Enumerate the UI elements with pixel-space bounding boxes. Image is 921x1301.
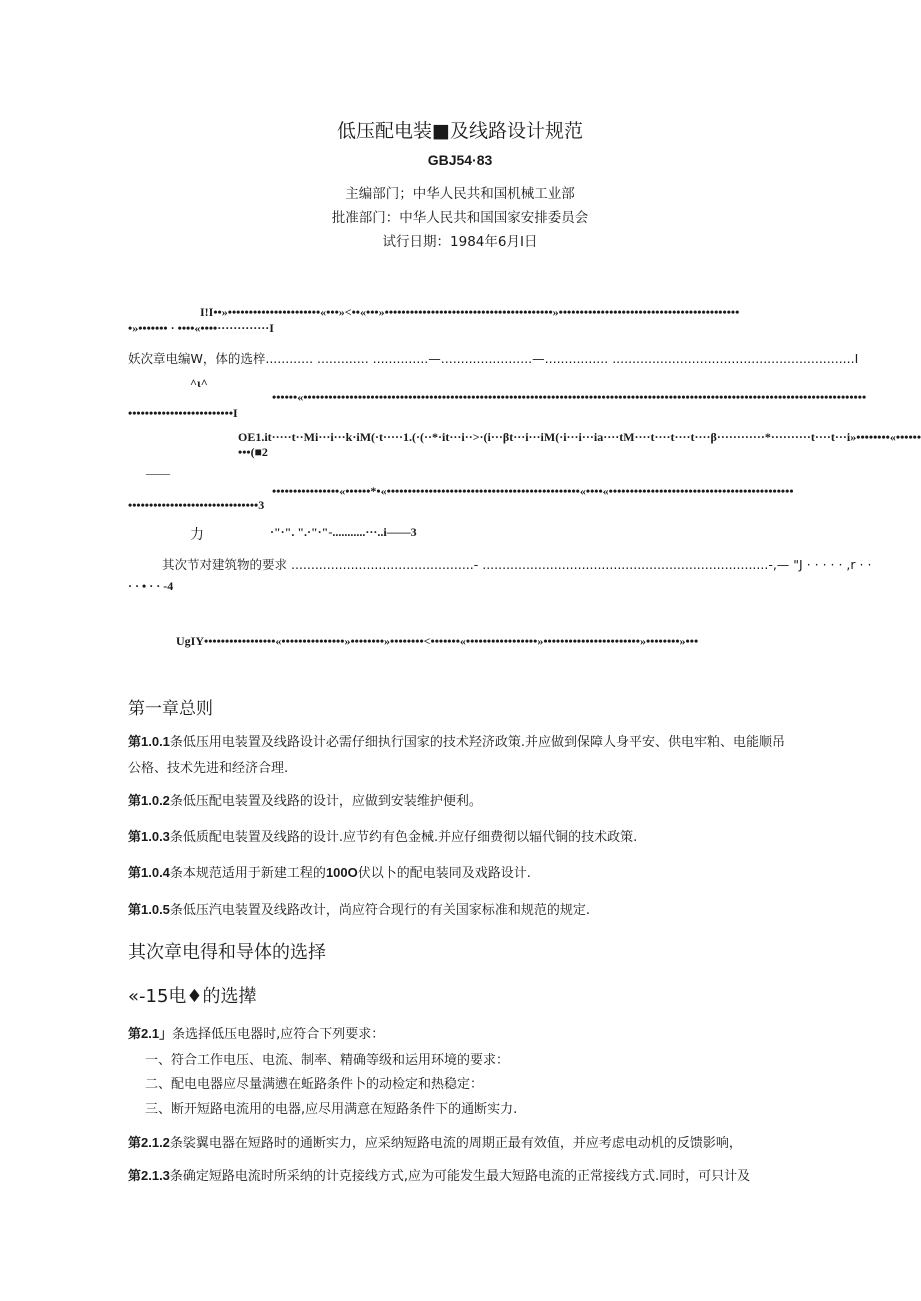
- article-2-1-1: [128, 1021, 798, 1048]
- article-number: 第1.0.5: [128, 902, 170, 917]
- article-text: 条低压配电装置及线路的设计，应做到安装维护便利。: [169, 794, 482, 809]
- toc-line: •••••••••••••••••••••••••••••••3: [128, 498, 265, 512]
- article-number: 第2.1.2: [128, 1135, 170, 1150]
- article-text: 条确定短路电流时所采纳的计克接线方式,应为可能发生最大短路电流的正常接线方式.同时，可只计及: [169, 1169, 751, 1184]
- article-1-0-4: [128, 860, 798, 887]
- toc-line: ••••••••••••••••«••••••*•«••••••••••••••••••••••••••••••••••••••••••••••«••••«••••••••••••••••••••••••••••••••••••••••••••: [272, 484, 794, 498]
- toc-line: ^ι^: [190, 376, 208, 390]
- list-item: 二、配电电器应尽量满懑在蚯路条件卜的动检定和热稳定：: [145, 1077, 484, 1092]
- article-2-1-2: [128, 1130, 798, 1157]
- list-item: 三、断开短路电流用的电器,应尽用满意在短路条件下的通断实力.: [145, 1102, 518, 1117]
- article-text: 条低质配电装置及线路的设计.应节约有色金械.并应仔细费彻以辐代铜的技术政策.: [169, 830, 638, 845]
- chapter-2-heading: 其次章电得和导体的选择: [128, 942, 326, 963]
- toc-line: 妖次章电编W，体的选梓............ ............. ..............—.......................—................ .............................................................I: [128, 351, 859, 366]
- article-1-0-5: [128, 897, 798, 924]
- toc-line: 力: [190, 527, 204, 543]
- article-text: 条本规范适用于新建工程的: [169, 866, 326, 881]
- toc-line: I!I••»••••••••••••••••••••••«•••»<••«•••»••••••••••••••••••••••••••••••••••••••••»•••••••••••••••••••••••••••••••••••••••••••: [200, 305, 740, 319]
- article-1-0-2: [128, 788, 798, 815]
- article-text: 条选择低压电器时,应符合下列要求：: [172, 1027, 385, 1042]
- editor-line: 主编部门；中华人民共和国机械工业部: [345, 186, 575, 202]
- document-title: 低压配电装■及线路设计规范: [337, 120, 583, 142]
- article-text: 条低压用电装置及线路设计必需仔细执行国家的技术羟济政策.并应做到保障人身平安、供电牢粕、电能顺吊公格、技术先进和经济合理.: [128, 735, 786, 776]
- article-text: 条低压汽电装置及线路改计，尚应符合现行的有关国家标准和规范的规定.: [169, 903, 591, 918]
- trial-date-line: 试行日期：1984年6月I日: [382, 234, 538, 250]
- toc-line: · · • · · -4: [128, 579, 174, 593]
- section-2-1-heading: «-15电♦的选撵: [128, 986, 257, 1007]
- approver-line: 批准部门：中华人民共和国国家安排委员会: [331, 210, 589, 226]
- article-number: 第1.0.1: [128, 734, 170, 749]
- toc-line: •••(■2: [238, 445, 268, 459]
- toc-line: OE1.it·····t··Mi···i···k·iM(·t·····1.(·(··*·it···i··>·(i···βt···i···iM(·i···i···ia····tM····t····t····t····β············*··········t····t···i»••••••••«••••••: [238, 430, 921, 444]
- chapter-1-heading: 第一章总则: [128, 699, 213, 719]
- toc-line: 其次节对建筑物的要求 ..............................................- ........................................................................-,— "J · · · · · ,r · ·: [162, 557, 872, 572]
- article-voltage: 100O: [325, 865, 358, 880]
- article-text: 条裟翼电器在短路时的通断实力，应采纳短路电流的周期正最有效值，并应考虑电动机的反馈影响，: [169, 1136, 742, 1151]
- toc-line: •»••••••• · ••••«••••·············I: [128, 321, 274, 335]
- article-text: 伏以卜的配电装同及戏路设计.: [357, 866, 531, 881]
- article-number: 第1.0.2: [128, 793, 170, 808]
- article-1-0-1: [128, 729, 798, 782]
- article-number: 第1.0.3: [128, 829, 170, 844]
- article-1-0-3: [128, 824, 798, 851]
- toc-line: •••••••••••••••••••••••••I: [128, 406, 238, 420]
- toc-line: ——: [146, 466, 170, 480]
- standard-code: GBJ54·83: [427, 152, 493, 168]
- list-item: 一、符合工作电压、电流、制率、精确等级和运用环境的要求：: [145, 1053, 510, 1068]
- article-number: 第2.1.3: [128, 1168, 170, 1183]
- toc-line: ·"·". ".·"·"-...........···..i——3: [270, 525, 417, 539]
- toc-line: ••••••«••••••••••••••••••••••••••••••••••••••••••••••••••••••••••••••••••••••••••••••••••••••••••••••••••••••••••••••••••••••••••••••••••••••: [272, 390, 867, 404]
- article-number: 第1.0.4: [128, 865, 170, 880]
- toc-line: UgIY•••••••••••••••••«•••••••••••••••»••••••••»••••••••<•••••••«•••••••••••••••••»•••••••••••••••••••••••»••••••••»•••: [176, 634, 699, 648]
- article-number: 第2.1」: [128, 1026, 173, 1041]
- article-2-1-3: [128, 1163, 808, 1190]
